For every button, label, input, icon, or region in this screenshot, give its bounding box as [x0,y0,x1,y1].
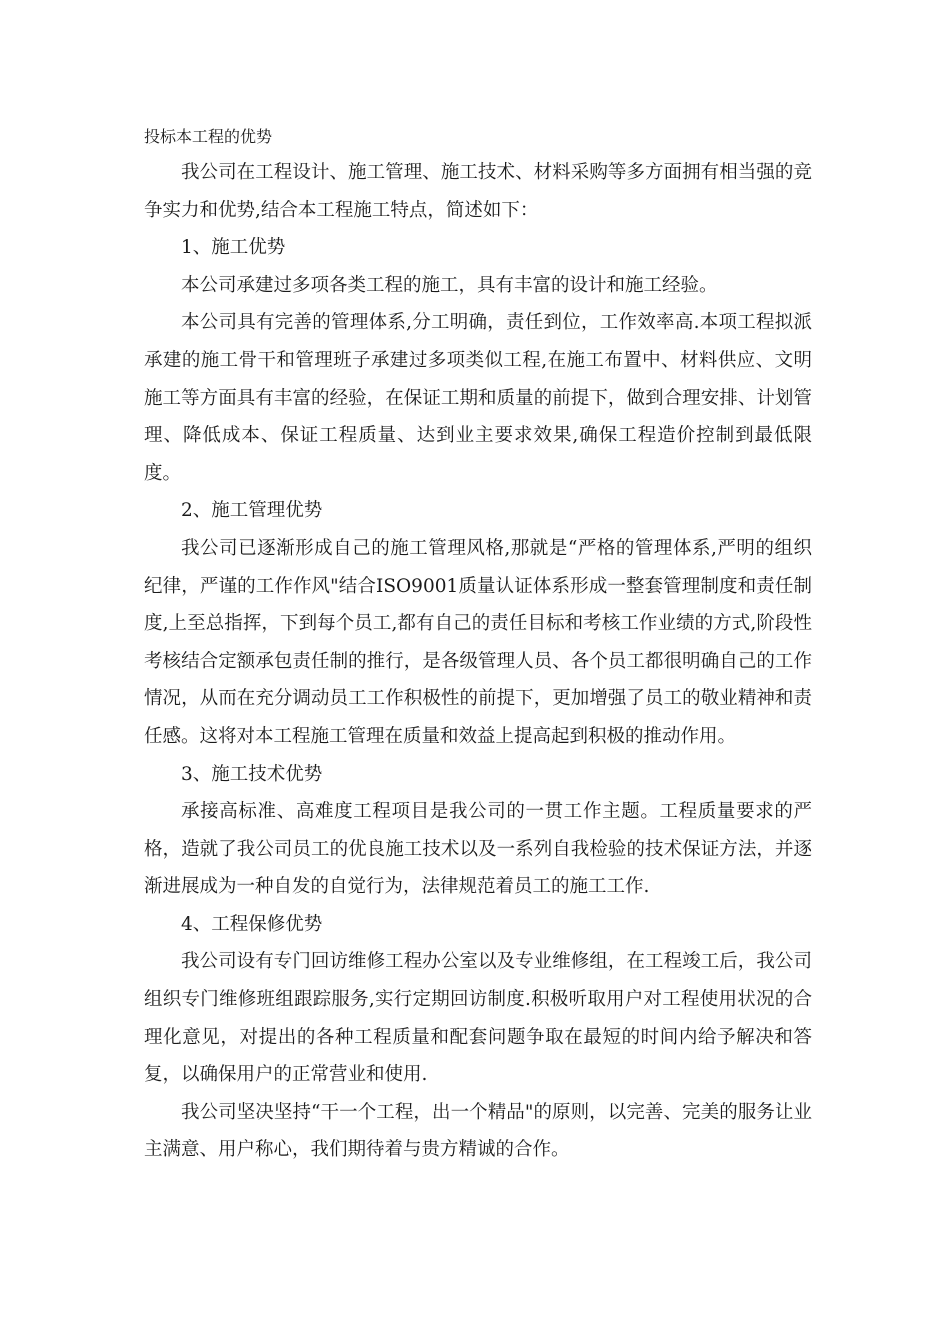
paragraph-technology: 承接高标准、高难度工程项目是我公司的一贯工作主题。工程质量要求的严格，造就了我公司员工的优良施工技术以及一系列自我检验的技术保证方法，并逐渐进展成为一种自发的自觉行为，法律规范着员工的施工工作. [144,801,812,898]
paragraph-management-system: 本公司具有完善的管理体系,分工明确，责任到位，工作效率高.本项工程拟派承建的施工骨干和管理班子承建过多项类似工程,在施工布置中、材料供应、文明施工等方面具有丰富的经验，在保证工期和质量的前提下，做到合理安排、计划管理、降低成本、保证工程质量、达到业主要求效果,确保工程造价控制到最低限度。 [144,312,812,484]
section-heading-warranty: 4、工程保修优势 [181,913,323,935]
paragraph-warranty: 我公司设有专门回访维修工程办公室以及专业维修组，在工程竣工后，我公司组织专门维修班组跟踪服务,实行定期回访制度.积极听取用户对工程使用状况的合理化意见，对提出的各种工程质量和配套问题争取在最短的时间内给予解决和答复，以确保用户的正常营业和使用. [144,951,812,1086]
intro-paragraph: 我公司在工程设计、施工管理、施工技术、材料采购等多方面拥有相当强的竞争实力和优势,结合本工程施工特点，简述如下： [144,162,812,221]
document-title: 投标本工程的优势 [144,127,273,146]
document-body [144,154,812,1169]
paragraph-construction-experience: 本公司承建过多项各类工程的施工，具有丰富的设计和施工经验。 [181,274,718,296]
paragraph-management-style: 我公司已逐渐形成自己的施工管理风格,那就是“严格的管理体系,严明的组织纪律，严谨的工作作风"结合ISO9001质量认证体系形成一整套管理制度和责任制度,上至总指挥，下到每个员工,都有自己的责任目标和考核工作业绩的方式,阶段性考核结合定额承包责任制的推行，是各级管理人员、各个员工都很明确自己的工作情况，从而在充分调动员工工作积极性的前提下，更加增强了员工的敬业精神和责任感。这将对本工程施工管理在质量和效益上提高起到积极的推动作用。 [144,537,812,747]
section-heading-construction: 1、施工优势 [181,237,286,259]
section-heading-management: 2、施工管理优势 [181,500,323,522]
section-heading-technology: 3、施工技术优势 [181,763,323,785]
closing-paragraph: 我公司坚决坚持“干一个工程，出一个精品"的原则，以完善、完美的服务让业主满意、用户称心，我们期待着与贵方精诚的合作。 [144,1101,812,1161]
